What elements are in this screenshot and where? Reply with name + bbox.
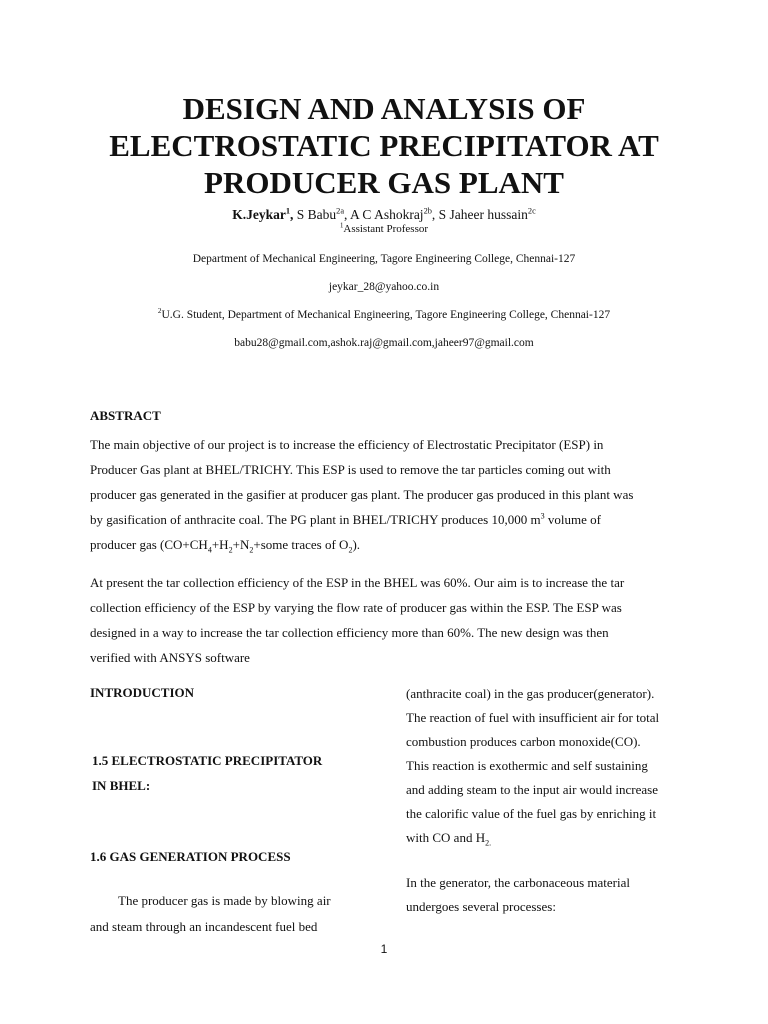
title-line: PRODUCER GAS PLANT — [204, 165, 564, 200]
author-list — [40, 207, 728, 223]
formula-subscript: 4 — [207, 545, 212, 555]
paragraph-line: In the generator, the carbonaceous material — [406, 875, 630, 890]
abstract-line — [90, 532, 690, 557]
affiliation-superscript: 2 — [157, 307, 162, 316]
affiliation-superscript: 1 — [339, 222, 344, 230]
formula-text: +some traces of O — [253, 537, 349, 552]
abstract-line: Producer Gas plant at BHEL/TRICHY. This ESP is used to remove the tar particles coming out with — [90, 462, 611, 477]
affiliation-student — [40, 308, 728, 322]
paragraph-line: undergoes several processes: — [406, 899, 556, 914]
affiliation-email: jeykar_28@yahoo.co.in — [328, 281, 440, 293]
author-name: , S Jaheer hussain — [431, 207, 528, 222]
section-heading-gas: 1.6 GAS GENERATION PROCESS — [90, 849, 291, 864]
author-superscript: 2b — [423, 206, 432, 216]
paragraph-line: The producer gas is made by blowing air — [118, 893, 331, 908]
author-name: S Babu — [293, 207, 337, 222]
right-column-paragraph-2 — [406, 871, 678, 919]
abstract-line: At present the tar collection efficiency of the ESP in the BHEL was 60%. Our aim is to increase the tar — [90, 575, 625, 590]
formula-subscript: 2 — [249, 545, 254, 555]
paragraph-text: with CO and H — [406, 830, 486, 845]
affiliation-role-text: Assistant Professor — [343, 223, 429, 235]
page-number: 1 — [380, 942, 388, 956]
author-name: K.Jeykar — [232, 207, 286, 222]
abstract-line: collection efficiency of the ESP by varying the flow rate of producer gas within the ESP. The ESP was — [90, 600, 622, 615]
section-heading-esp: 1.5 ELECTROSTATIC PRECIPITATOR — [92, 753, 323, 768]
affiliation-student-text: U.G. Student, Department of Mechanical Engineering, Tagore Engineering College, Chennai-127 — [161, 309, 611, 321]
abstract-heading: ABSTRACT — [90, 408, 161, 423]
abstract-line: The main objective of our project is to increase the efficiency of Electrostatic Precipitator (ESP) in — [90, 437, 604, 452]
paragraph-line: (anthracite coal) in the gas producer(generator). — [406, 686, 655, 701]
abstract-line: verified with ANSYS software — [90, 650, 250, 665]
formula-text: ). — [352, 537, 361, 552]
right-column-paragraph-1 — [406, 682, 678, 850]
abstract-line: designed in a way to increase the tar collection efficiency more than 60%. The new design was then — [90, 625, 609, 640]
paper-title — [40, 90, 728, 201]
affiliation-department: Department of Mechanical Engineering, Tagore Engineering College, Chennai-127 — [192, 253, 576, 265]
abstract-superscript: 3 — [540, 511, 545, 521]
section-heading-esp-cont: IN BHEL: — [92, 778, 151, 793]
formula-text: producer gas (CO+CH — [90, 537, 208, 552]
abstract-paragraph-2 — [90, 570, 690, 670]
left-column-paragraph — [90, 888, 360, 940]
paragraph-line: the calorific value of the fuel gas by enriching it — [406, 806, 657, 821]
paragraph-line: combustion produces carbon monoxide(CO). — [406, 734, 641, 749]
formula-text: +N — [232, 537, 250, 552]
formula-subscript: 2 — [348, 545, 353, 555]
introduction-heading: INTRODUCTION — [90, 685, 195, 700]
paragraph-line — [406, 826, 678, 850]
title-line: DESIGN AND ANALYSIS OF — [182, 91, 586, 126]
author-superscript: 2c — [527, 206, 536, 216]
title-line: ELECTROSTATIC PRECIPITATOR AT — [109, 128, 659, 163]
author-superscript: 2a — [336, 206, 345, 216]
formula-subscript: 2 — [228, 545, 233, 555]
author-separator: , — [290, 207, 294, 222]
paragraph-line: The reaction of fuel with insufficient air for total — [406, 710, 660, 725]
author-superscript: 1 — [285, 206, 291, 216]
affiliation-student-emails: babu28@gmail.com,ashok.raj@gmail.com,jaheer97@gmail.com — [234, 337, 534, 349]
paragraph-line: and adding steam to the input air would increase — [406, 782, 658, 797]
abstract-line: producer gas generated in the gasifier at producer gas plant. The producer gas produced in this plant was — [90, 487, 634, 502]
abstract-text: volume of — [544, 512, 601, 527]
formula-text: +H — [211, 537, 229, 552]
affiliation-role — [40, 222, 728, 236]
paragraph-line: This reaction is exothermic and self sustaining — [406, 758, 648, 773]
formula-subscript: 2. — [485, 838, 492, 848]
paragraph-line: and steam through an incandescent fuel bed — [90, 919, 318, 934]
abstract-text: by gasification of anthracite coal. The PG plant in BHEL/TRICHY produces 10,000 m — [90, 512, 541, 527]
author-name: , A C Ashokraj — [344, 207, 424, 222]
abstract-paragraph-1 — [90, 432, 690, 557]
abstract-line — [90, 507, 690, 532]
